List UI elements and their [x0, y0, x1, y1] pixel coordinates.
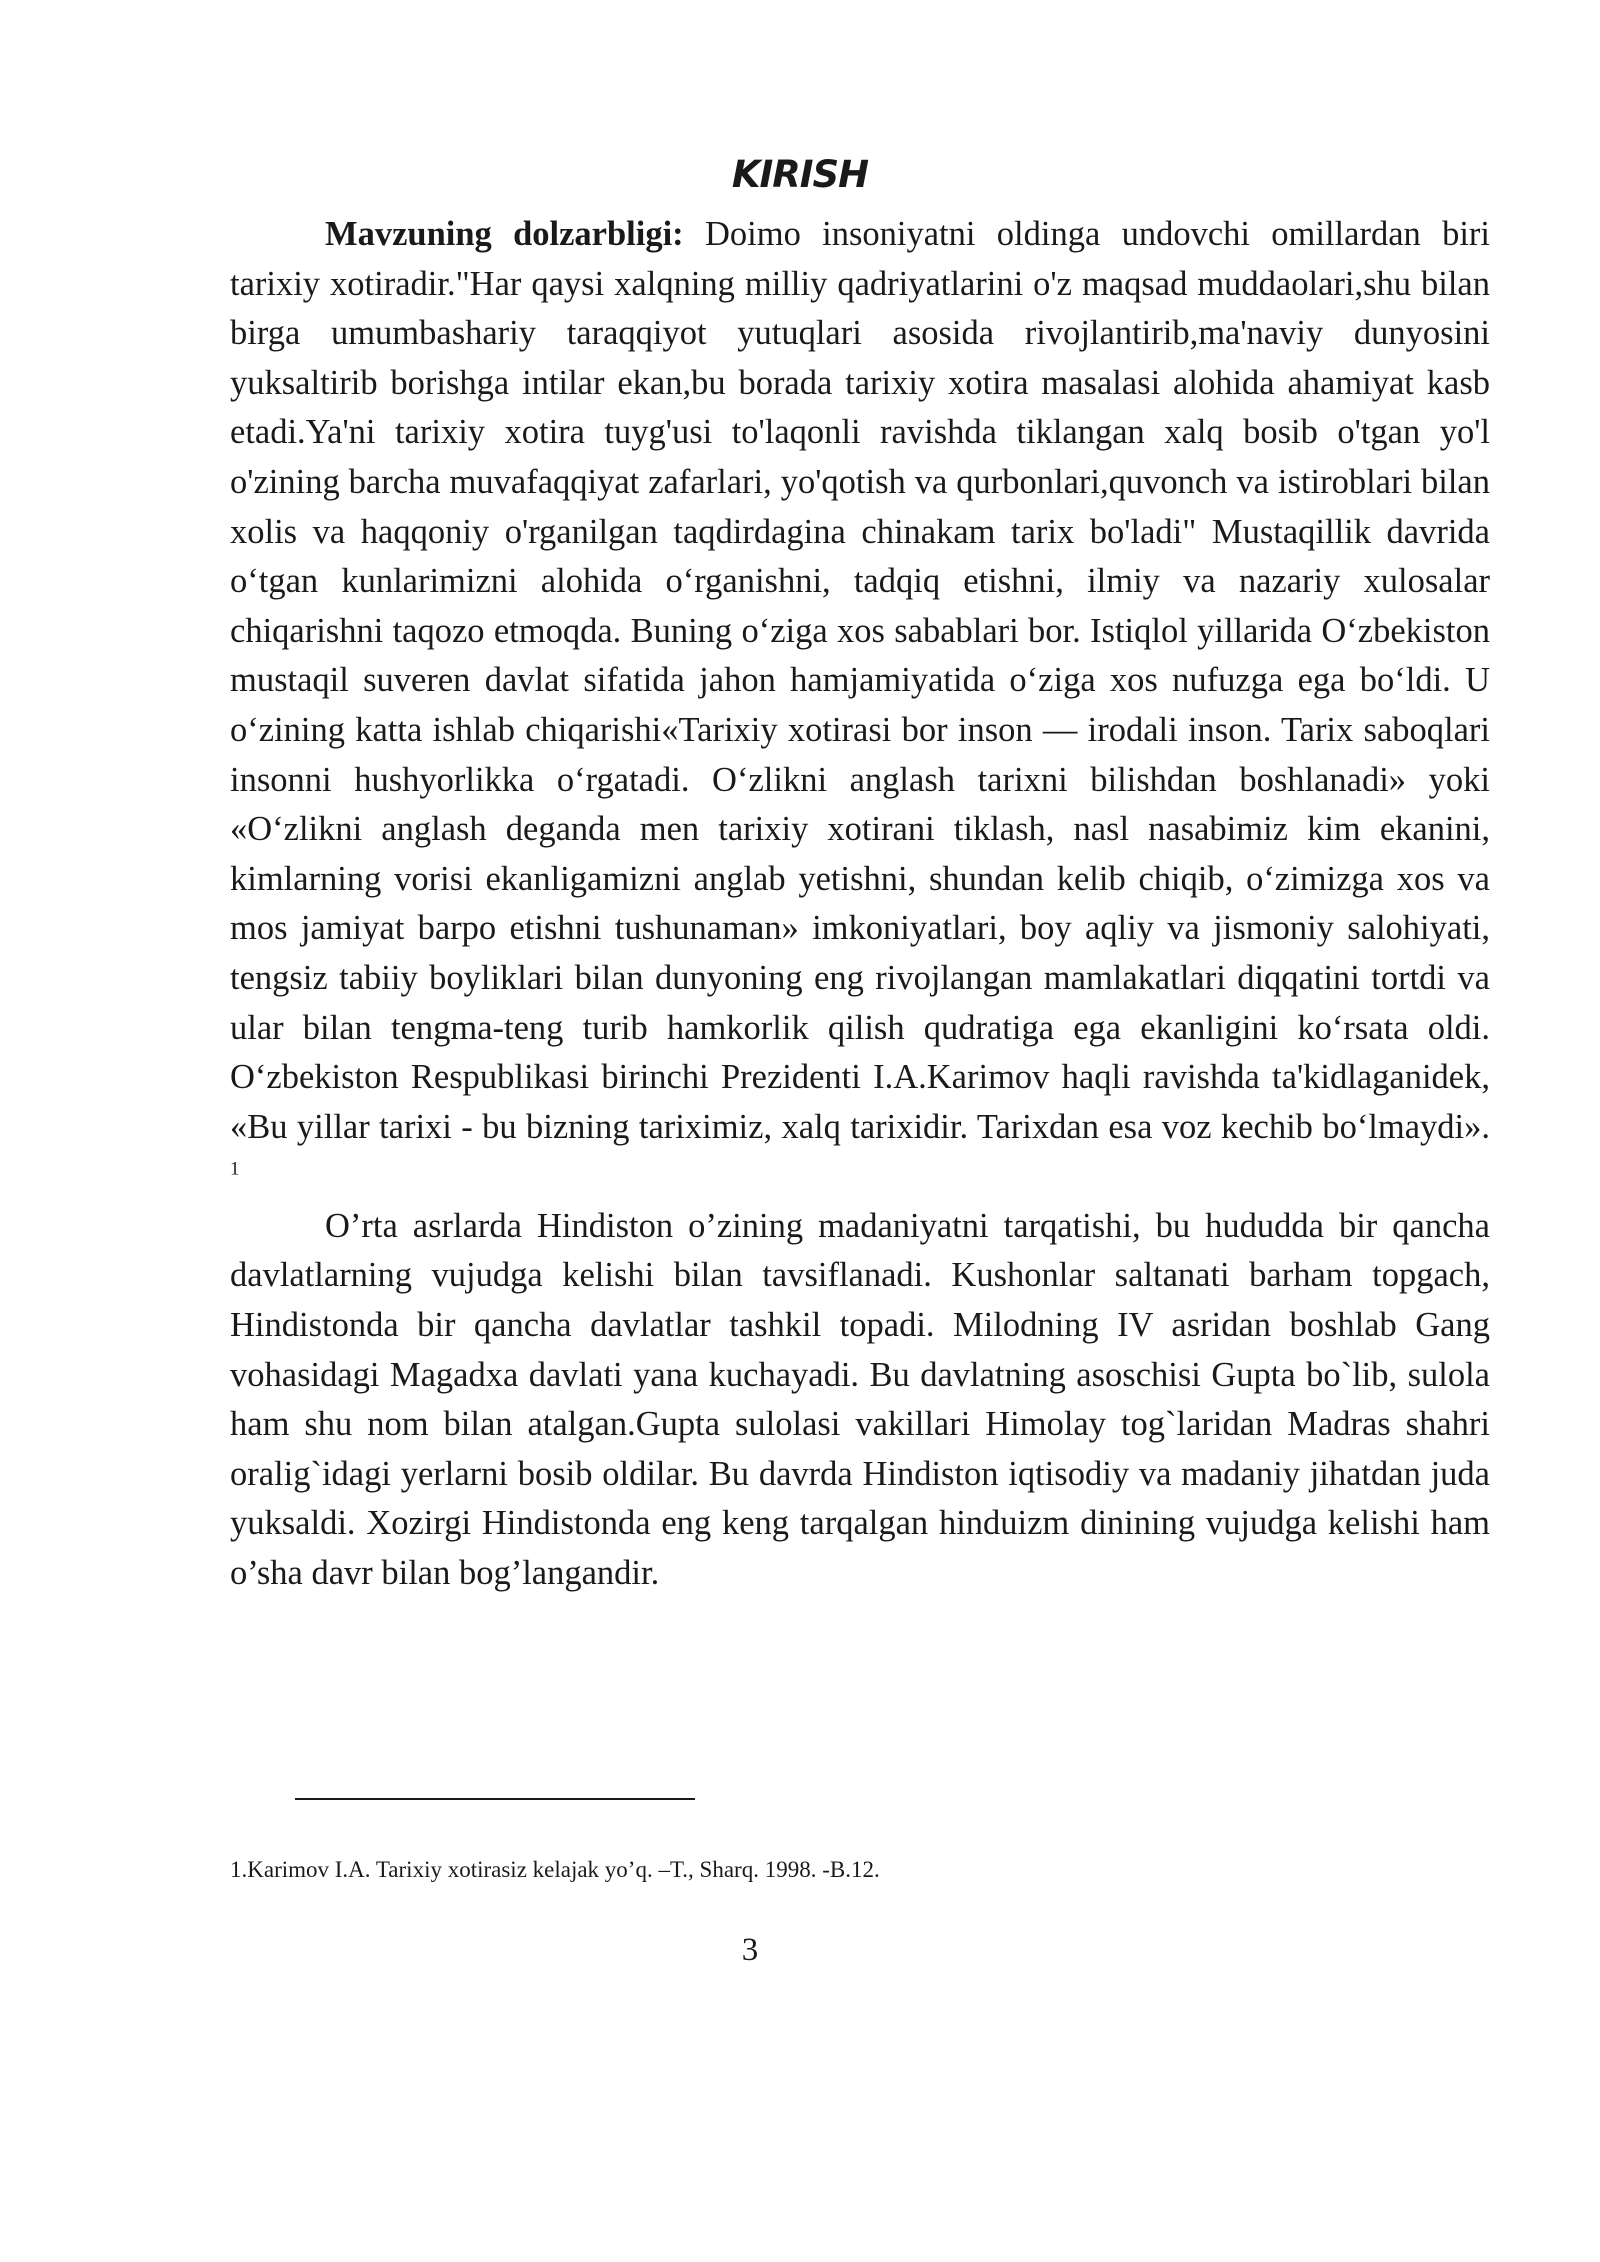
paragraph-middle-ages-india: O’rta asrlarda Hindiston o’zining madaniyatni tarqatishi, bu hududda bir qancha davlatlarning vujudga kelishi bilan tavsiflanadi. Kushonlar saltanati barham topgach, Hindistonda bir qancha davlatlar tashkil topadi. Milodning IV asridan boshlab Gang vohasidagi Magadxa davlati yana kuchayadi. Bu davlatning asoschisi Gupta bo`lib, sulola ham shu nom bilan atalgan.Gupta sulolasi vakillari Himolay tog`laridan Madras shahri oralig`idagi yerlarni bosib oldilar. Bu davrda Hindiston iqtisodiy va madaniy jihatdan juda yuksaldi. Xozirgi Hindistonda eng keng tarqalgan hinduizm dinining vujudga kelishi ham o’sha davr bilan bog’langandir. [230, 1206, 1490, 1593]
page-number: 3 [741, 1932, 759, 1968]
paragraph-relevance [230, 210, 1490, 1202]
footnote-reference[interactable]: 1 [230, 1158, 240, 1180]
body-text [230, 210, 1490, 1599]
page-title: KIRISH [731, 153, 869, 196]
footnote-separator [295, 1798, 695, 1800]
footnote-text: 1.Karimov I.A. Tarixiy xotirasiz kelajak yo’q. –T., Sharq. 1998. -B.12. [230, 1857, 880, 1882]
relevance-lead: Mavzuning dolzarbligi: [325, 215, 684, 253]
relevance-text: Doimo insoniyatni oldinga undovchi omillardan biri tarixiy xotiradir."Har qaysi xalqning milliy qadriyatlarini o'z maqsad muddaolari,shu bilan birga umumbashariy taraqqiyot yutuqlari asosida rivojlantirib,ma'naviy dunyosini yuksaltirib borishga intilar ekan,bu borada tarixiy xotira masalasi alohida ahamiyat kasb etadi.Ya'ni tarixiy xotira tuyg'usi to'laqonli ravishda tiklangan xalq bosib o'tgan yo'l o'zining barcha muvafaqqiyat zafarlari, yo'qotish va qurbonlari,quvonch va istiroblari bilan xolis va haqqoniy o'rganilgan taqdirdagina chinakam tarix bo'ladi" Mustaqillik davrida oʻtgan kunlarimizni alohida oʻrganishni, tadqiq etishni, ilmiy va nazariy xulosalar chiqarishni taqozo etmoqda. Buning oʻziga xos sabablari bor. Istiqlol yillarida Oʻzbekiston mustaqil suveren davlat sifatida jahon hamjamiyatida oʻziga xos nufuzga ega boʻldi. U oʻzining katta ishlab chiqarishi«Tarixiy xotirasi bor inson — irodali inson. Tarix saboqlari insonni hushyorlikka oʻrgatadi. Oʻzlikni anglash tarixni bilishdan boshlanadi» yoki «Oʻzlikni anglash deganda men tarixiy xotirani tiklash, nasl nasabimiz kim ekanini, kimlarning vorisi ekanligamizni anglab yetishni, shundan kelib chiqib, oʻzimizga xos va mos jamiyat barpo etishni tushunaman» imkoniyatlari, boy aqliy va jismoniy salohiyati, tengsiz tabiiy boyliklari bilan dunyoning eng rivojlangan mamlakatlari diqqatini tortdi va ular bilan tengma-teng turib hamkorlik qilish qudratiga ega ekanligini koʻrsata oldi. Oʻzbekiston Respublikasi birinchi Prezidenti I.A.Karimov haqli ravishda ta'kidlaganidek, «Bu yillar tarixi - bu bizning tariximiz, xalq tarixidir. Tarixdan esa voz kechib boʻlmaydi». [230, 215, 1490, 1146]
